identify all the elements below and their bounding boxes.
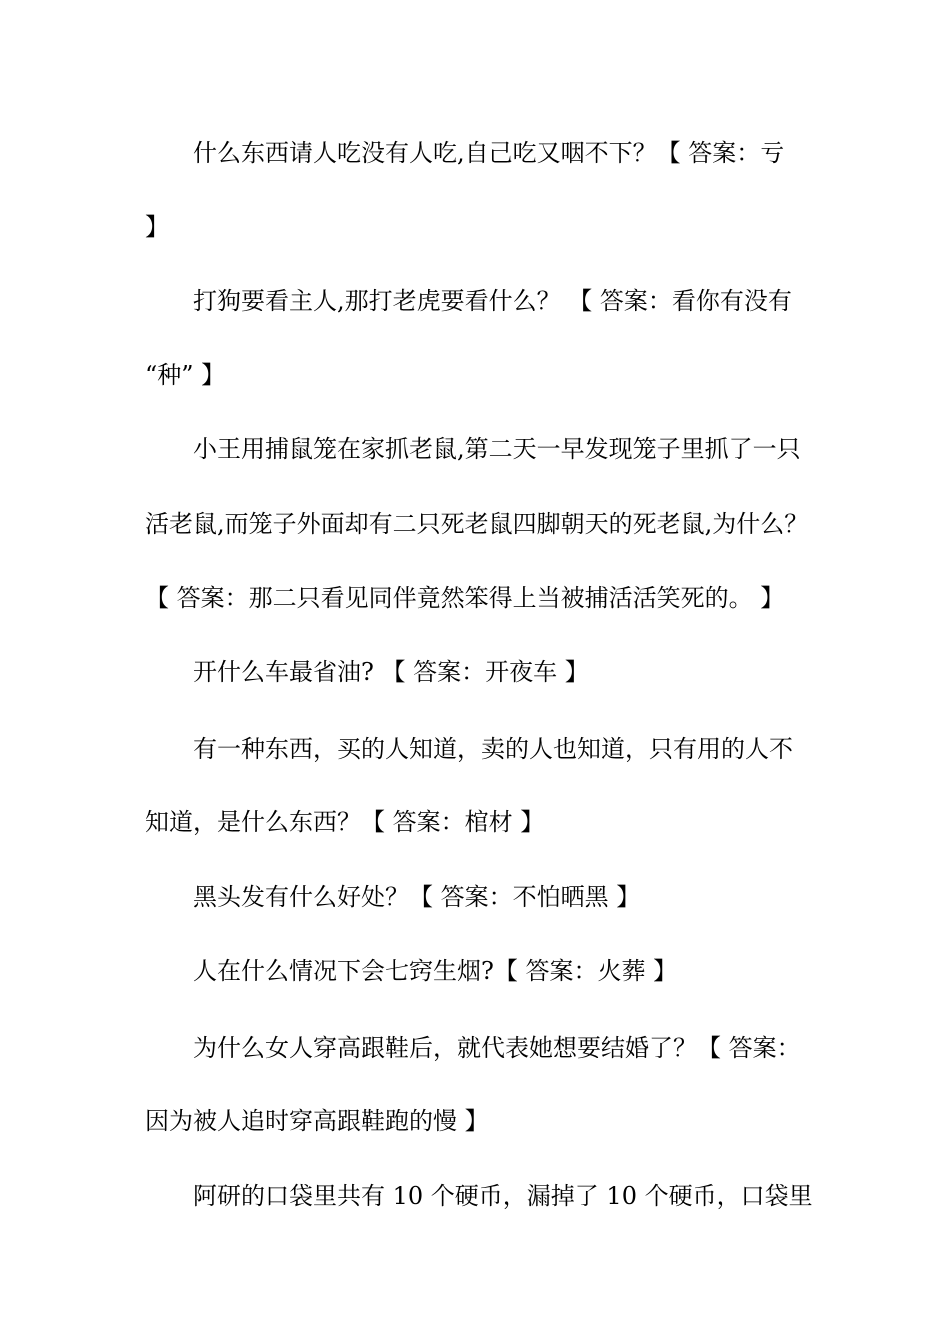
riddle-2-answer-end: “种” 】 (145, 361, 226, 389)
riddle-8-answer: 因为被人追时穿高跟鞋跑的慢 】 (145, 1107, 489, 1135)
riddle-1-question: 什么东西请人吃没有人吃,自己吃又咽不下？【 答案：亏 (193, 139, 785, 167)
riddle-8-question: 为什么女人穿高跟鞋后，就代表她想要结婚了？【 答案： (193, 1034, 801, 1062)
riddle-3-answer: 【 答案：那二只看见同伴竟然笨得上当被捕活活笑死的。 】 (145, 584, 785, 612)
riddle-2-question: 打狗要看主人,那打老虎要看什么？ 【 答案：看你有没有 (193, 287, 792, 315)
riddle-7: 人在什么情况下会七窍生烟?【 答案：火葬 】 (193, 957, 678, 985)
riddle-3-question-line-2: 活老鼠,而笼子外面却有二只死老鼠四脚朝天的死老鼠,为什么？ (145, 510, 809, 538)
riddle-6: 黑头发有什么好处？【 答案：不怕晒黑 】 (193, 883, 641, 911)
riddle-3-question-line-1: 小王用捕鼠笼在家抓老鼠,第二天一早发现笼子里抓了一只 (193, 435, 801, 463)
riddle-1-answer-end: 】 (145, 213, 169, 241)
riddle-5-question-line-2: 知道，是什么东西？【 答案：棺材 】 (145, 808, 545, 836)
riddle-5-question-line-1: 有一种东西，买的人知道，卖的人也知道，只有用的人不 (193, 735, 793, 763)
riddle-9-question-line-1: 阿研的口袋里共有 10 个硬币，漏掉了 10 个硬币，口袋里 (193, 1182, 813, 1210)
riddle-4: 开什么车最省油? 【 答案：开夜车 】 (193, 658, 589, 686)
